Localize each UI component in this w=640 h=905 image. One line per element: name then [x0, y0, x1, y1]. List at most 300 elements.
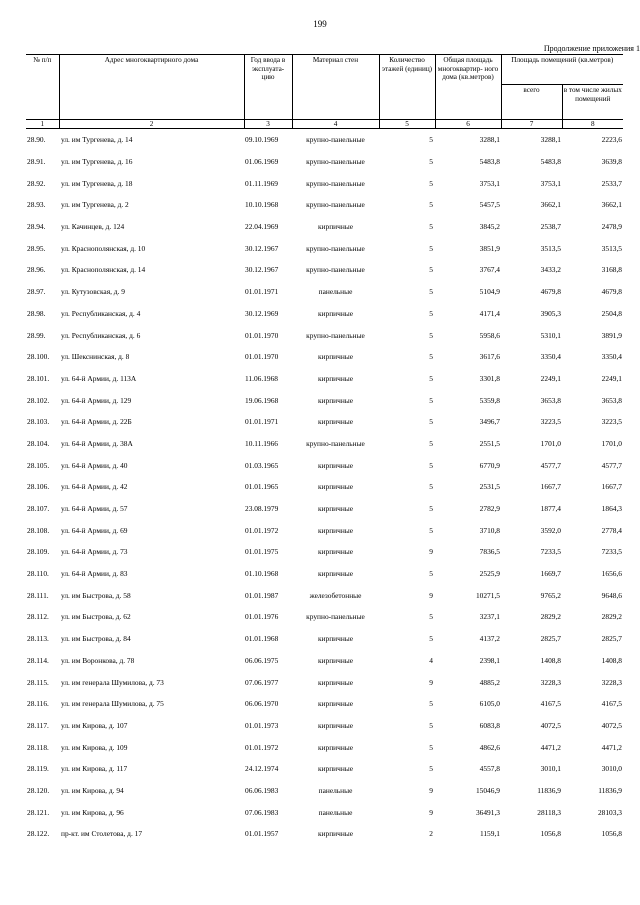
col-number: 1 [26, 120, 59, 129]
row-floors: 9 [429, 590, 433, 600]
row-number: 28.92. [27, 178, 46, 188]
table-row [26, 758, 623, 780]
row-living-area: 3662,1 [601, 200, 622, 210]
row-total-area: 2525,9 [479, 569, 500, 579]
row-premises-area: 7233,5 [540, 547, 561, 557]
row-material: кирпичные [317, 829, 354, 839]
row-address: ул. Кутузовская, д. 9 [61, 287, 125, 297]
row-year: 01.01.1970 [245, 352, 279, 362]
row-address: ул. 64-й Армии, д. 113А [61, 373, 137, 383]
table-row [26, 563, 623, 585]
row-year: 22.04.1969 [245, 222, 279, 232]
row-premises-area: 1877,4 [540, 504, 561, 514]
row-number: 28.99. [27, 330, 46, 340]
row-total-area: 3301,8 [479, 373, 500, 383]
row-material: кирпичные [317, 655, 354, 665]
row-living-area: 1408,8 [601, 655, 622, 665]
row-total-area: 4171,4 [479, 308, 500, 318]
row-material: кирпичные [317, 373, 354, 383]
header-premises-area: Площадь помещений (кв.метров) [501, 55, 623, 85]
row-premises-area: 3513,5 [540, 243, 561, 253]
row-floors: 5 [429, 504, 433, 514]
row-living-area: 4072,5 [601, 720, 622, 730]
row-total-area: 2398,1 [479, 655, 500, 665]
row-living-area: 1667,7 [601, 482, 622, 492]
row-living-area: 4679,8 [601, 287, 622, 297]
row-living-area: 3639,8 [601, 157, 622, 167]
header-premises-total: всего [501, 85, 562, 120]
row-total-area: 4885,2 [479, 677, 500, 687]
row-total-area: 3851,9 [479, 243, 500, 253]
header-material: Материал стен [292, 55, 379, 120]
row-premises-area: 3662,1 [540, 200, 561, 210]
row-total-area: 5457,5 [479, 200, 500, 210]
row-address: ул. им Тургенева, д. 2 [61, 200, 129, 210]
row-floors: 5 [429, 699, 433, 709]
row-address: ул. им Тургенева, д. 18 [61, 178, 133, 188]
row-year: 01.01.1968 [245, 634, 279, 644]
row-number: 28.120. [27, 785, 50, 795]
row-floors: 5 [429, 395, 433, 405]
table-row [26, 606, 623, 628]
row-year: 01.01.1970 [245, 330, 279, 340]
row-floors: 5 [429, 569, 433, 579]
row-material: кирпичные [317, 720, 354, 730]
table-row [26, 389, 623, 411]
row-material: кирпичные [317, 677, 354, 687]
row-living-area: 4577,7 [601, 460, 622, 470]
row-number: 28.95. [27, 243, 46, 253]
row-year: 10.11.1966 [245, 438, 278, 448]
row-premises-area: 3653,8 [540, 395, 561, 405]
row-premises-area: 2829,2 [540, 612, 561, 622]
row-total-area: 5483,8 [479, 157, 500, 167]
table-row [26, 151, 623, 173]
table-row [26, 129, 623, 151]
row-premises-area: 4577,7 [540, 460, 561, 470]
table-row [26, 715, 623, 737]
row-number: 28.90. [27, 135, 46, 145]
row-living-area: 3350,4 [601, 352, 622, 362]
row-year: 01.03.1965 [245, 460, 279, 470]
row-total-area: 4862,6 [479, 742, 500, 752]
row-year: 06.06.1975 [245, 655, 279, 665]
row-living-area: 3653,8 [601, 395, 622, 405]
row-material: кирпичные [317, 547, 354, 557]
table-row [26, 584, 623, 606]
header-year: Год ввода в эксплуата- цию [244, 55, 292, 120]
header-total-area: Общая площадь многоквартир- ного дома (кв.метров) [435, 55, 501, 120]
row-material: кирпичные [317, 482, 354, 492]
row-address: ул. Республиканская, д. 6 [61, 330, 141, 340]
row-living-area: 2533,7 [601, 178, 622, 188]
row-living-area: 2223,6 [601, 135, 622, 145]
row-floors: 5 [429, 438, 433, 448]
row-year: 01.01.1965 [245, 482, 279, 492]
table-row [26, 541, 623, 563]
row-premises-area: 3288,1 [540, 135, 561, 145]
row-floors: 5 [429, 720, 433, 730]
row-number: 28.97. [27, 287, 46, 297]
row-living-area: 3010,0 [601, 764, 622, 774]
table-row [26, 476, 623, 498]
column-number-row [26, 120, 623, 129]
table-row [26, 801, 623, 823]
row-floors: 5 [429, 135, 433, 145]
row-living-area: 1864,3 [601, 504, 622, 514]
row-living-area: 28103,3 [597, 807, 622, 817]
col-number: 6 [435, 120, 501, 129]
row-total-area: 4137,2 [479, 634, 500, 644]
row-living-area: 2825,7 [601, 634, 622, 644]
row-address: ул. им Кирова, д. 109 [61, 742, 128, 752]
row-address: ул. им генерала Шумилова, д. 73 [61, 677, 164, 687]
row-material: железобетонные [309, 590, 362, 600]
row-year: 10.10.1968 [245, 200, 279, 210]
row-total-area: 6770,9 [479, 460, 500, 470]
table-row [26, 671, 623, 693]
row-floors: 5 [429, 482, 433, 492]
row-year: 06.06.1983 [245, 785, 279, 795]
row-material: панельные [318, 287, 353, 297]
row-premises-area: 4167,5 [540, 699, 561, 709]
row-number: 28.106. [27, 482, 50, 492]
row-material: кирпичные [317, 525, 354, 535]
housing-table [26, 54, 623, 845]
row-living-area: 1656,6 [601, 569, 622, 579]
row-premises-area: 11836,9 [537, 785, 561, 795]
row-living-area: 9648,6 [601, 590, 622, 600]
row-material: кирпичные [317, 764, 354, 774]
row-address: ул. им Быстрова, д. 58 [61, 590, 131, 600]
row-year: 01.01.1957 [245, 829, 279, 839]
row-total-area: 4557,8 [479, 764, 500, 774]
row-floors: 5 [429, 417, 433, 427]
table-row [26, 303, 623, 325]
row-floors: 5 [429, 525, 433, 535]
col-number: 4 [292, 120, 379, 129]
row-living-area: 3168,8 [601, 265, 622, 275]
row-floors: 4 [429, 655, 433, 665]
table-row [26, 823, 623, 845]
row-year: 24.12.1974 [245, 764, 279, 774]
row-premises-area: 3350,4 [540, 352, 561, 362]
row-material: кирпичные [317, 742, 354, 752]
row-living-area: 2504,8 [601, 308, 622, 318]
table-row [26, 693, 623, 715]
row-address: ул. Краснополянская, д. 10 [61, 243, 146, 253]
row-premises-area: 3753,1 [540, 178, 561, 188]
row-number: 28.111. [27, 590, 49, 600]
table-row [26, 194, 623, 216]
table-row [26, 324, 623, 346]
row-material: крупно-панельные [306, 243, 365, 253]
row-living-area: 3513,5 [601, 243, 622, 253]
row-total-area: 5958,6 [479, 330, 500, 340]
row-total-area: 3767,4 [479, 265, 500, 275]
continuation-note: Продолжение приложения 1 [543, 44, 640, 53]
table-row [26, 519, 623, 541]
row-total-area: 2551,5 [479, 438, 500, 448]
row-premises-area: 2538,7 [540, 222, 561, 232]
row-number: 28.94. [27, 222, 46, 232]
row-living-area: 11836,9 [598, 785, 622, 795]
row-number: 28.105. [27, 460, 50, 470]
row-material: кирпичные [317, 352, 354, 362]
row-year: 30.12.1967 [245, 243, 279, 253]
row-year: 19.06.1968 [245, 395, 279, 405]
row-floors: 5 [429, 460, 433, 470]
row-total-area: 6083,8 [479, 720, 500, 730]
col-number: 3 [244, 120, 292, 129]
row-floors: 5 [429, 330, 433, 340]
table-row [26, 411, 623, 433]
row-premises-area: 1701,0 [540, 438, 561, 448]
row-floors: 5 [429, 612, 433, 622]
row-total-area: 3288,1 [479, 135, 500, 145]
row-address: ул. 64-й Армии, д. 22Б [61, 417, 132, 427]
row-material: крупно-панельные [306, 178, 365, 188]
table-row [26, 172, 623, 194]
row-material: кирпичные [317, 308, 354, 318]
row-premises-area: 3905,3 [540, 308, 561, 318]
row-address: ул. им Тургенева, д. 14 [61, 135, 133, 145]
row-year: 23.08.1979 [245, 504, 279, 514]
row-living-area: 7233,5 [601, 547, 622, 557]
row-premises-area: 3433,2 [540, 265, 561, 275]
row-total-area: 6105,0 [479, 699, 500, 709]
table-row [26, 368, 623, 390]
row-address: ул. им Тургенева, д. 16 [61, 157, 133, 167]
row-address: ул. 64-й Армии, д. 129 [61, 395, 132, 405]
row-premises-area: 1669,7 [540, 569, 561, 579]
row-floors: 5 [429, 308, 433, 318]
row-total-area: 2782,9 [479, 504, 500, 514]
row-number: 28.112. [27, 612, 49, 622]
row-material: панельные [318, 807, 353, 817]
row-premises-area: 3223,5 [540, 417, 561, 427]
row-address: ул. Республиканская, д. 4 [61, 308, 141, 318]
table-row [26, 237, 623, 259]
row-year: 01.06.1969 [245, 157, 279, 167]
row-material: кирпичные [317, 395, 354, 405]
row-premises-area: 1408,8 [540, 655, 561, 665]
row-floors: 5 [429, 200, 433, 210]
row-number: 28.118. [27, 742, 49, 752]
col-number: 7 [501, 120, 562, 129]
row-year: 11.06.1968 [245, 373, 278, 383]
table-row [26, 628, 623, 650]
row-material: кирпичные [317, 417, 354, 427]
row-floors: 5 [429, 742, 433, 752]
row-floors: 5 [429, 178, 433, 188]
row-material: кирпичные [317, 460, 354, 470]
row-total-area: 5359,8 [479, 395, 500, 405]
row-year: 07.06.1977 [245, 677, 279, 687]
row-premises-area: 1056,8 [540, 829, 561, 839]
row-address: ул. им Кирова, д. 94 [61, 785, 124, 795]
row-floors: 5 [429, 222, 433, 232]
row-address: пр-кт. им Столетова, д. 17 [61, 829, 143, 839]
row-address: ул. 64-й Армии, д. 73 [61, 547, 128, 557]
row-total-area: 10271,5 [475, 590, 500, 600]
row-material: крупно-панельные [306, 200, 365, 210]
row-floors: 5 [429, 265, 433, 275]
row-floors: 5 [429, 373, 433, 383]
row-living-area: 2829,2 [601, 612, 622, 622]
row-number: 28.116. [27, 699, 49, 709]
table-row [26, 498, 623, 520]
row-living-area: 2778,4 [601, 525, 622, 535]
table-row [26, 216, 623, 238]
row-address: ул. 64-й Армии, д. 40 [61, 460, 128, 470]
row-year: 01.01.1971 [245, 417, 279, 427]
row-year: 01.01.1972 [245, 525, 279, 535]
row-premises-area: 4072,5 [540, 720, 561, 730]
row-total-area: 3496,7 [479, 417, 500, 427]
row-year: 01.01.1976 [245, 612, 279, 622]
header-num: № п/п [26, 55, 59, 120]
row-address: ул. им Кирова, д. 96 [61, 807, 124, 817]
row-floors: 5 [429, 243, 433, 253]
row-total-area: 36491,3 [475, 807, 500, 817]
row-year: 01.10.1968 [245, 569, 279, 579]
row-total-area: 15046,9 [475, 785, 500, 795]
row-address: ул. им Быстрова, д. 84 [61, 634, 131, 644]
row-premises-area: 4471,2 [540, 742, 561, 752]
row-address: ул. им Воронкова, д. 78 [61, 655, 135, 665]
row-premises-area: 3010,1 [540, 764, 561, 774]
row-year: 01.01.1973 [245, 720, 279, 730]
row-year: 01.01.1987 [245, 590, 279, 600]
col-number: 5 [379, 120, 435, 129]
row-floors: 9 [429, 785, 433, 795]
row-living-area: 3891,9 [601, 330, 622, 340]
row-number: 28.98. [27, 308, 46, 318]
row-year: 30.12.1967 [245, 265, 279, 275]
row-total-area: 3753,1 [479, 178, 500, 188]
row-floors: 2 [429, 829, 433, 839]
row-premises-area: 9765,2 [540, 590, 561, 600]
row-address: ул. им генерала Шумилова, д. 75 [61, 699, 164, 709]
row-total-area: 2531,5 [479, 482, 500, 492]
row-total-area: 3237,1 [479, 612, 500, 622]
table-row [26, 346, 623, 368]
row-premises-area: 5483,8 [540, 157, 561, 167]
row-material: крупно-панельные [306, 135, 365, 145]
row-material: крупно-панельные [306, 330, 365, 340]
row-material: кирпичные [317, 222, 354, 232]
row-address: ул. Качинцев, д. 124 [61, 222, 125, 232]
row-living-area: 4471,2 [601, 742, 622, 752]
row-living-area: 2249,1 [601, 373, 622, 383]
table-row [26, 259, 623, 281]
row-year: 01.01.1971 [245, 287, 279, 297]
row-premises-area: 2825,7 [540, 634, 561, 644]
row-address: ул. Краснополянская, д. 14 [61, 265, 146, 275]
row-year: 01.01.1975 [245, 547, 279, 557]
row-number: 28.96. [27, 265, 46, 275]
row-total-area: 3845,2 [479, 222, 500, 232]
row-number: 28.93. [27, 200, 46, 210]
row-address: ул. им Кирова, д. 107 [61, 720, 128, 730]
row-year: 06.06.1970 [245, 699, 279, 709]
row-number: 28.115. [27, 677, 49, 687]
row-material: кирпичные [317, 634, 354, 644]
row-floors: 5 [429, 352, 433, 362]
row-material: крупно-панельные [306, 612, 365, 622]
row-address: ул. им Быстрова, д. 62 [61, 612, 131, 622]
table-row [26, 454, 623, 476]
row-premises-area: 4679,8 [540, 287, 561, 297]
page-number: 199 [313, 19, 327, 29]
row-number: 28.91. [27, 157, 46, 167]
row-number: 28.107. [27, 504, 50, 514]
row-number: 28.110. [27, 569, 49, 579]
row-number: 28.101. [27, 373, 50, 383]
row-address: ул. 64-й Армии, д. 42 [61, 482, 128, 492]
row-address: ул. 64-й Армии, д. 38А [61, 438, 133, 448]
row-number: 28.114. [27, 655, 49, 665]
row-premises-area: 3228,3 [540, 677, 561, 687]
row-total-area: 3617,6 [479, 352, 500, 362]
row-year: 09.10.1969 [245, 135, 279, 145]
row-premises-area: 5310,1 [540, 330, 561, 340]
row-number: 28.117. [27, 720, 49, 730]
row-living-area: 3228,3 [601, 677, 622, 687]
row-total-area: 7836,5 [479, 547, 500, 557]
row-total-area: 3710,8 [479, 525, 500, 535]
row-number: 28.109. [27, 547, 50, 557]
row-material: кирпичные [317, 504, 354, 514]
row-number: 28.104. [27, 438, 50, 448]
row-number: 28.119. [27, 764, 49, 774]
header-floors: Количество этажей (единиц) [379, 55, 435, 120]
row-living-area: 3223,5 [601, 417, 622, 427]
table-row [26, 780, 623, 802]
row-premises-area: 3592,0 [540, 525, 561, 535]
row-floors: 5 [429, 634, 433, 644]
row-address: ул. 64-й Армии, д. 57 [61, 504, 128, 514]
row-total-area: 1159,1 [479, 829, 500, 839]
row-premises-area: 28118,3 [537, 807, 561, 817]
col-number: 8 [562, 120, 623, 129]
header-premises-living: в том числе жилых помещений [562, 85, 623, 120]
row-living-area: 4167,5 [601, 699, 622, 709]
col-number: 2 [59, 120, 244, 129]
row-year: 01.11.1969 [245, 178, 278, 188]
row-material: крупно-панельные [306, 438, 365, 448]
row-living-area: 2478,9 [601, 222, 622, 232]
row-floors: 9 [429, 807, 433, 817]
row-floors: 9 [429, 677, 433, 687]
row-material: панельные [318, 785, 353, 795]
table-row [26, 736, 623, 758]
row-number: 28.108. [27, 525, 50, 535]
row-floors: 5 [429, 157, 433, 167]
row-address: ул. им Кирова, д. 117 [61, 764, 128, 774]
row-address: ул. 64-й Армии, д. 83 [61, 569, 128, 579]
row-living-area: 1701,0 [601, 438, 622, 448]
row-material: кирпичные [317, 699, 354, 709]
row-living-area: 1056,8 [601, 829, 622, 839]
row-premises-area: 1667,7 [540, 482, 561, 492]
row-number: 28.122. [27, 829, 50, 839]
table-header [26, 55, 623, 129]
row-number: 28.100. [27, 352, 50, 362]
row-material: крупно-панельные [306, 157, 365, 167]
row-year: 30.12.1969 [245, 308, 279, 318]
